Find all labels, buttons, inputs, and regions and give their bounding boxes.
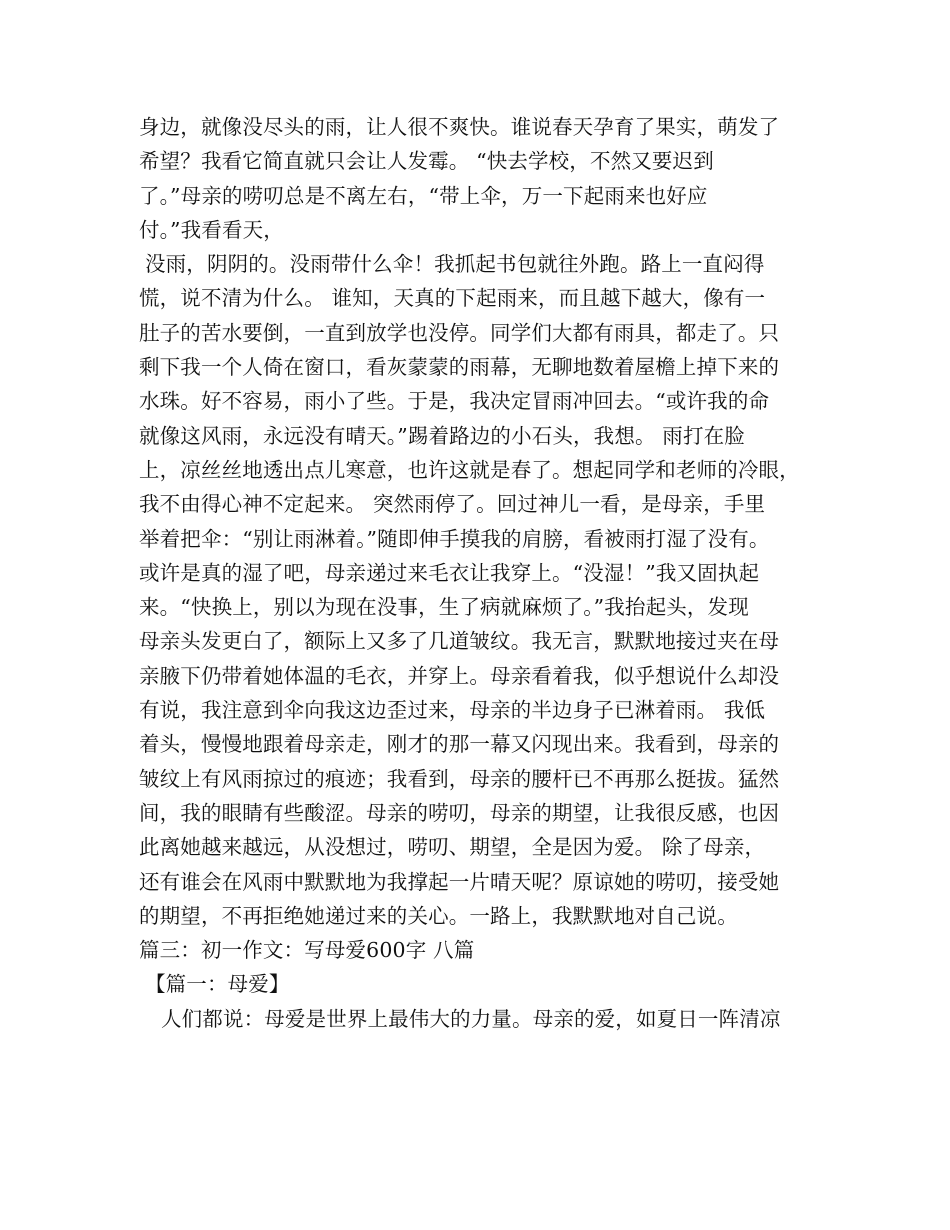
text-line: 身边，就像没尽头的雨，让人很不爽快。谁说春天孕育了果实，萌发了 <box>139 115 780 139</box>
text-line: 的期望，不再拒绝她递过来的关心。一路上，我默默地对自己说。 <box>139 903 738 928</box>
text-line: 间，我的眼睛有些酸涩。母亲的唠叨，母亲的期望，让我很反感，也因 <box>139 800 780 825</box>
text-line: 剩下我一个人倚在窗口，看灰蒙蒙的雨幕，无聊地数着屋檐上掉下来的 <box>139 355 780 380</box>
text-line: 皱纹上有风雨掠过的痕迹；我看到，母亲的腰杆已不再那么挺拔。猛然 <box>139 766 780 791</box>
text-line: 我不由得心神不定起来。 突然雨停了。回过神儿一看，是母亲，手里 <box>139 492 766 517</box>
text-line: 亲腋下仍带着她体温的毛衣，并穿上。母亲看着我，似乎想说什么却没 <box>139 663 780 688</box>
text-line: 有说，我注意到伞向我这边歪过来，母亲的半边身子已淋着雨。 我低 <box>139 698 766 723</box>
text-line: 母亲头发更白了，额际上又多了几道皱纹。我无言，默默地接过夹在母 <box>139 629 780 654</box>
section-heading: 篇三：初一作文：写母爱600字 八篇 <box>139 938 475 963</box>
text-line: 付。”我看看天， <box>139 217 284 242</box>
paragraph-first-line: 人们都说：母爱是世界上最伟大的力量。母亲的爱，如夏日一阵清凉 <box>161 1006 781 1031</box>
text-line: 举着把伞：“别让雨淋着。”随即伸手摸我的肩膀，看被雨打湿了没有。 <box>139 526 770 551</box>
text-line: 来。“快换上，别以为现在没事，生了病就麻烦了。”我抬起头，发现 <box>139 595 749 620</box>
text-line: 上，凉丝丝地透出点儿寒意，也许这就是春了。想起同学和老师的冷眼， <box>139 457 800 482</box>
text-line: 还有谁会在风雨中默默地为我撑起一片晴天呢？原谅她的唠叨，接受她 <box>139 869 780 894</box>
text-line: 没雨，阴阴的。没雨带什么伞！我抓起书包就往外跑。路上一直闷得 <box>145 252 765 277</box>
text-line: 慌，说不清为什么。 谁知，天真的下起雨来，而且越下越大，像有一 <box>139 286 766 311</box>
text-line: 希望？我看它简直就只会让人发霉。 “快去学校，不然又要迟到 <box>139 149 714 174</box>
text-line: 或许是真的湿了吧，母亲递过来毛衣让我穿上。“没湿！”我又固执起 <box>139 560 760 585</box>
text-line: 着头，慢慢地跟着母亲走，刚才的那一幕又闪现出来。我看到，母亲的 <box>139 732 780 757</box>
text-line: 了。”母亲的唠叨总是不离左右，“带上伞，万一下起雨来也好应 <box>139 183 708 208</box>
essay-body <box>139 110 829 1036</box>
text-line: 此离她越来越远，从没想过，唠叨、期望，全是因为爱。 除了母亲， <box>139 835 766 860</box>
text-line: 就像这风雨，永远没有晴天。”踢着路边的小石头，我想。 雨打在脸 <box>139 423 745 448</box>
text-line: 肚子的苦水要倒，一直到放学也没停。同学们大都有雨具，都走了。只 <box>139 320 780 345</box>
text-line: 水珠。好不容易，雨小了些。于是，我决定冒雨冲回去。“或许我的命 <box>139 389 770 414</box>
sub-heading: 【篇一：母爱】 <box>145 972 290 997</box>
